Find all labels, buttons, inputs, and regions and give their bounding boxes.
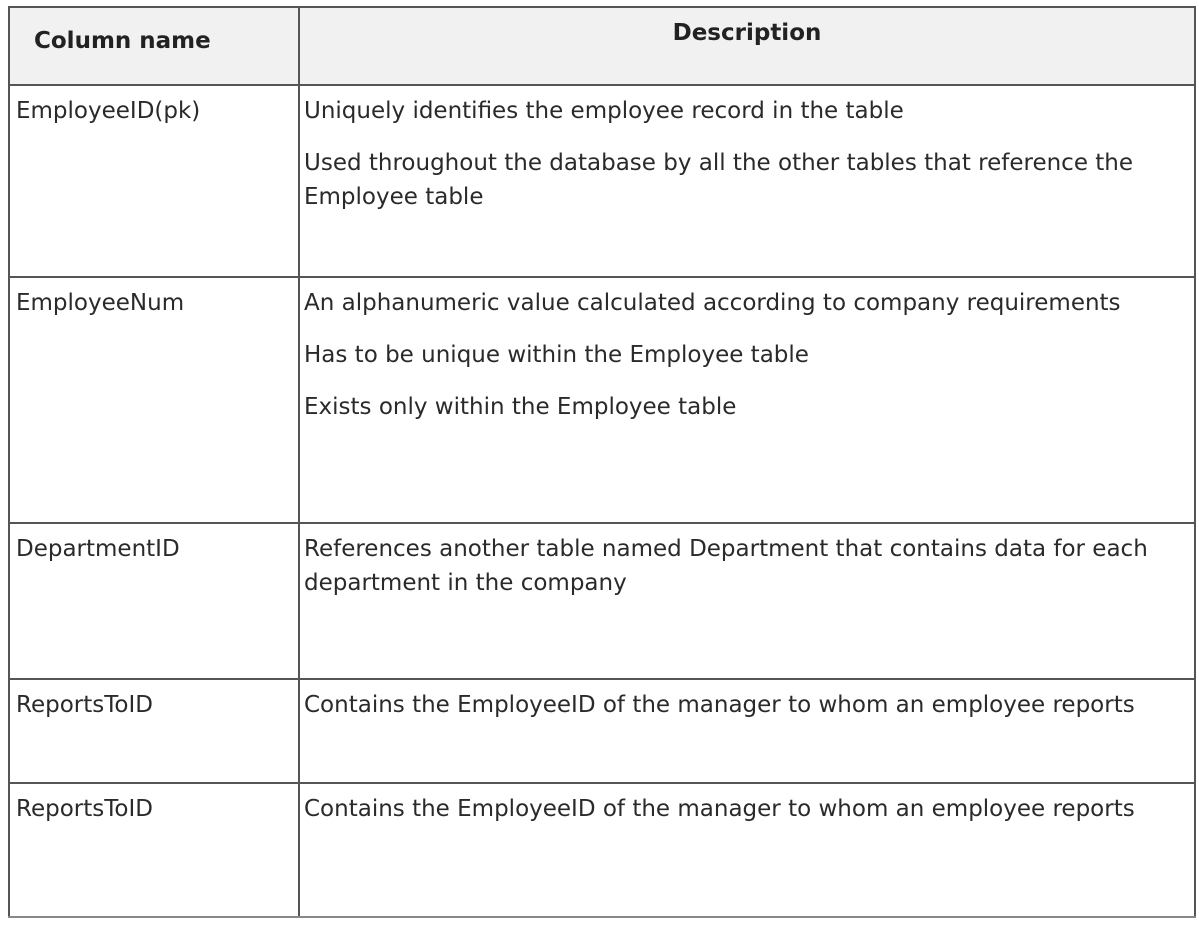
row-column-name: EmployeeNum <box>9 277 299 523</box>
row-description <box>299 783 1195 917</box>
row-column-name: DepartmentID <box>9 523 299 679</box>
description-line: An alphanumeric value calculated according to company requirements <box>304 290 1121 316</box>
description-line: Contains the EmployeeID of the manager to whom an employee reports <box>304 796 1135 822</box>
table-row <box>9 523 1195 679</box>
description-line: Uniquely identifies the employee record in the table <box>304 98 904 124</box>
table-row <box>9 277 1195 523</box>
employee-columns-table <box>8 6 1196 918</box>
table-row <box>9 85 1195 277</box>
description-line: Exists only within the Employee table <box>304 394 737 420</box>
description-line: Has to be unique within the Employee table <box>304 342 809 368</box>
row-column-name: ReportsToID <box>9 679 299 783</box>
row-description <box>299 85 1195 277</box>
row-description <box>299 523 1195 679</box>
row-column-name: ReportsToID <box>9 783 299 917</box>
description-line: Used throughout the database by all the other tables that reference the Employee table <box>304 150 1134 210</box>
row-description <box>299 277 1195 523</box>
column-name-header: Column name <box>9 7 299 85</box>
description-line: References another table named Department that contains data for each department in the company <box>304 536 1148 596</box>
table-header-row <box>9 7 1195 85</box>
description-header: Description <box>299 7 1195 85</box>
employee-columns-table-container <box>8 6 1194 918</box>
description-line: Contains the EmployeeID of the manager to whom an employee reports <box>304 692 1135 718</box>
table-row <box>9 679 1195 783</box>
table-row <box>9 783 1195 917</box>
row-column-name: EmployeeID(pk) <box>9 85 299 277</box>
row-description <box>299 679 1195 783</box>
